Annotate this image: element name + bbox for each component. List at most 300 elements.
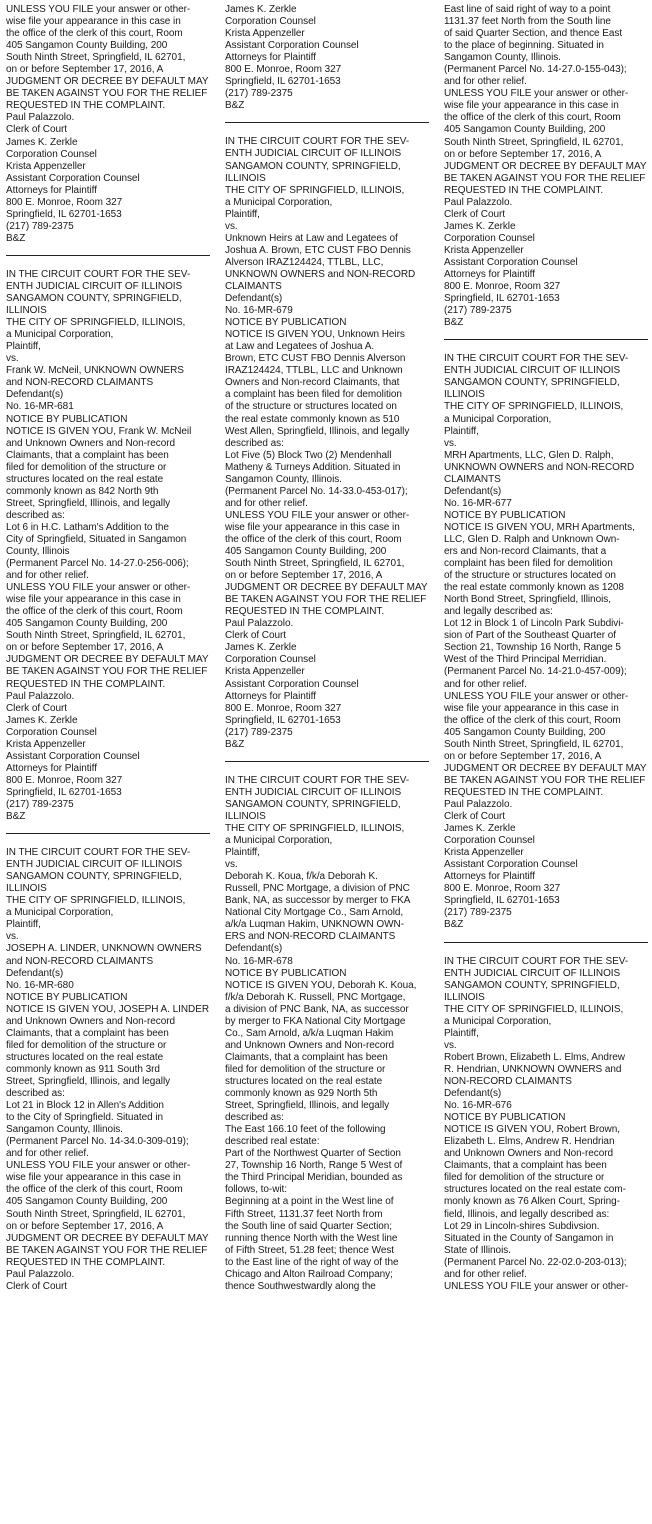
notice-line: Claimants, that a complaint has been [444, 1160, 607, 1172]
notice-line: UNLESS YOU FILE your answer or other- [6, 1160, 191, 1172]
notice-line: North Bond Street, Springfield, Illinois, [444, 594, 611, 606]
notice-line: Plaintiff, [444, 425, 479, 437]
notice-line: Lot 6 in H.C. Latham's Addition to the [6, 521, 169, 533]
notice-line: described as: [6, 1088, 65, 1100]
notice-line: Co., Sam Arnold, a/k/a Luqman Hakim [225, 1027, 394, 1039]
notice-line: (217) 789-2375 [225, 88, 293, 100]
notice-line: vs. [225, 220, 238, 232]
notice-line: the Third Principal Meridian, bounded as [225, 1172, 403, 1184]
notice-line: SANGAMON COUNTY, SPRINGFIELD, [444, 377, 620, 389]
notice-line: UNLESS YOU FILE your answer or other- [6, 4, 191, 15]
notice-line: structures located on the real estate com- [444, 1184, 626, 1196]
notice-line: Situated in the County of Sangamon in [444, 1232, 614, 1244]
notice-line: on or before September 17, 2016, A [444, 750, 602, 762]
notice-line: Paul Palazzolo. [225, 618, 294, 630]
notice-line: commonly known as 842 North 9th [6, 485, 159, 497]
notice-line: Clerk of Court [6, 124, 67, 136]
notice-line: to the City of Springfield. Situated in [6, 1112, 164, 1124]
notice-line: Krista Appenzeller [6, 160, 86, 172]
notice-line: wise file your appearance in this case in [6, 594, 181, 606]
notice-line: South Ninth Street, Springfield, IL 62701, [6, 630, 186, 642]
notice-line: (Permanent Parcel No. 14-27.0-256-006); [6, 558, 189, 570]
notice-line: and for other relief. [444, 76, 527, 88]
notice-line: IRAZ124424, TTLBL, LLC and Unknown [225, 365, 403, 377]
notice-line: REQUESTED IN THE COMPLAINT. [444, 184, 604, 196]
notice-line: IN THE CIRCUIT COURT FOR THE SEV- [444, 353, 629, 365]
notice-line: Defendant(s) [6, 967, 64, 979]
notice-line: the office of the clerk of this court, Room [6, 28, 183, 40]
notice-line: JUDGMENT OR DECREE BY DEFAULT MAY [444, 762, 647, 774]
notice-line: Springfield, IL 62701-1653 [444, 293, 560, 305]
notice-line: Attorneys for Plaintiff [6, 762, 97, 774]
notice-line: JUDGMENT OR DECREE BY DEFAULT MAY [6, 654, 209, 666]
notice-line: No. 16-MR-677 [444, 497, 512, 509]
notice-line: B&Z [6, 811, 26, 823]
notice-line: Krista Appenzeller [444, 847, 524, 859]
notice-line: NOTICE IS GIVEN YOU, Unknown Heirs [225, 329, 405, 341]
notice-line: Springfield, IL 62701-1653 [225, 76, 341, 88]
notice-line: and Unknown Owners and Non-record [444, 1148, 613, 1160]
notice-line: Chicago and Alton Railroad Company; [225, 1268, 393, 1280]
notice-line: ENTH JUDICIAL CIRCUIT OF ILLINOIS [444, 365, 621, 377]
notice-line: to the place of beginning. Situated in [444, 40, 604, 52]
notice-line: the South line of said Quarter Section; [225, 1220, 393, 1232]
notice-line: SANGAMON COUNTY, SPRINGFIELD, [6, 871, 182, 883]
notice-line: Claimants, that a complaint has been [6, 1027, 169, 1039]
notice-line: James K. Zerkle [225, 642, 297, 654]
notice-line: B&Z [444, 317, 464, 329]
notice-line: described as: [6, 509, 65, 521]
notice-line: on or before September 17, 2016, A [6, 1220, 164, 1232]
notice-separator [6, 255, 210, 256]
notice-line: 1131.37 feet North from the South line [444, 16, 611, 28]
notice-line: a/k/a Luqman Hakim, UNKNOWN OWN- [225, 919, 404, 931]
notice-line: County, Illinois [6, 546, 70, 558]
notice-line: NOTICE IS GIVEN YOU, Deborah K. Koua, [225, 979, 417, 991]
notice-line: Attorneys for Plaintiff [225, 52, 316, 64]
notice-line: James K. Zerkle [6, 136, 78, 148]
notice-line: ERS and NON-RECORD CLAIMANTS [225, 931, 396, 943]
notice-line: (217) 789-2375 [6, 799, 74, 810]
notice-line: Assistant Corporation Counsel [444, 256, 578, 268]
notice-line: and for other relief. [225, 497, 308, 509]
notice-line: No. 16-MR-679 [225, 305, 293, 317]
notice-line: Alverson IRAZ124424, TTLBL, LLC, [225, 256, 384, 268]
notice-line: SANGAMON COUNTY, SPRINGFIELD, [225, 160, 401, 172]
notice-line: Robert Brown, Elizabeth L. Elms, Andrew [444, 1051, 625, 1063]
notice-line: Plaintiff, [444, 1027, 479, 1039]
notice-line: Assistant Corporation Counsel [225, 678, 359, 690]
notice-line: vs. [6, 931, 19, 943]
notice-line: Defendant(s) [225, 293, 283, 305]
notice-line: a division of PNC Bank, NA, as successor [225, 1003, 409, 1015]
notice-line: the office of the clerk of this court, Room [444, 112, 621, 124]
notice-line: James K. Zerkle [6, 714, 78, 726]
notice-line: B&Z [225, 100, 245, 112]
notice-line: follows, to-wit: [225, 1184, 287, 1196]
notice-line: a Municipal Corporation, [444, 1015, 552, 1027]
notice-line: described as: [225, 1112, 284, 1124]
notice-line: THE CITY OF SPRINGFIELD, ILLINOIS, [444, 401, 624, 413]
notice-line: East line of said right of way to a point [444, 4, 611, 15]
column-3 [444, 4, 648, 1524]
notice-line: (Permanent Parcel No. 22-02.0-203-013); [444, 1256, 627, 1268]
notice-line: Bank, NA, as successor by merger to FKA [225, 895, 411, 907]
notice-line: NOTICE BY PUBLICATION [6, 991, 128, 1003]
notice-line: filed for demolition of the structure or [6, 461, 167, 473]
notice-line: 800 E. Monroe, Room 327 [444, 883, 561, 895]
legal-notice [225, 136, 429, 750]
notice-line: a complaint has been filed for demolition [225, 389, 402, 401]
notice-line: James K. Zerkle [225, 4, 297, 15]
notice-line: structures located on the real estate [6, 473, 164, 485]
notice-line: vs. [6, 353, 19, 365]
notice-line: (217) 789-2375 [6, 220, 74, 232]
notice-line: Paul Palazzolo. [6, 112, 75, 124]
notice-line: B&Z [225, 738, 245, 750]
notice-line: No. 16-MR-680 [6, 979, 74, 991]
column-1 [6, 4, 210, 1524]
notice-line: NOTICE BY PUBLICATION [225, 967, 347, 979]
notice-line: 800 E. Monroe, Room 327 [225, 702, 342, 714]
notice-line: and Unknown Owners and Non-record [6, 1015, 175, 1027]
notice-line: and Unknown Owners and Non-record [225, 1039, 394, 1051]
notice-line: on or before September 17, 2016, A [225, 570, 383, 582]
notice-line: IN THE CIRCUIT COURT FOR THE SEV- [225, 136, 410, 148]
notice-line: BE TAKEN AGAINST YOU FOR THE RELIEF [225, 594, 427, 606]
notice-line: JUDGMENT OR DECREE BY DEFAULT MAY [6, 1232, 209, 1244]
notice-line: (Permanent Parcel No. 14-21.0-457-009); [444, 666, 627, 678]
notice-line: Corporation Counsel [6, 148, 97, 160]
notice-line: THE CITY OF SPRINGFIELD, ILLINOIS, [225, 823, 405, 834]
notice-line: IN THE CIRCUIT COURT FOR THE SEV- [6, 847, 191, 859]
notice-line: UNLESS YOU FILE your answer or other- [444, 690, 629, 702]
notice-line: commonly known as 911 South 3rd [6, 1063, 160, 1075]
notice-line: wise file your appearance in this case in [444, 702, 619, 714]
notice-line: Defendant(s) [444, 1088, 502, 1100]
notice-line: (Permanent Parcel No. 14-33.0-453-017); [225, 485, 408, 497]
notice-line: Clerk of Court [225, 630, 286, 642]
notice-line: Clerk of Court [444, 811, 505, 823]
notice-line: Plaintiff, [6, 341, 41, 353]
notice-line: ENTH JUDICIAL CIRCUIT OF ILLINOIS [6, 280, 183, 292]
notice-line: Attorneys for Plaintiff [225, 690, 316, 702]
notice-line: James K. Zerkle [444, 823, 516, 835]
notice-line: Paul Palazzolo. [444, 196, 513, 208]
notice-line: monly known as 76 Alken Court, Spring- [444, 1196, 620, 1208]
notice-line: Fifth Street, 1131.37 feet North from [225, 1208, 383, 1220]
notice-line: Sangamon County, Illinois. [444, 52, 561, 64]
notice-line: Attorneys for Plaintiff [444, 269, 535, 281]
notice-line: BE TAKEN AGAINST YOU FOR THE RELIEF [444, 172, 646, 184]
notice-line: Unknown Heirs at Law and Legatees of [225, 232, 398, 244]
notice-line: Springfield, IL 62701-1653 [225, 714, 341, 726]
notice-line: THE CITY OF SPRINGFIELD, ILLINOIS, [6, 317, 186, 329]
notice-line: field, Illinois, and legally described as: [444, 1208, 610, 1220]
notice-line: SANGAMON COUNTY, SPRINGFIELD, [225, 798, 401, 810]
notice-line: 405 Sangamon County Building, 200 [6, 1196, 168, 1208]
notice-line: Plaintiff, [225, 208, 260, 220]
notice-line: NOTICE BY PUBLICATION [6, 413, 128, 425]
notice-line: (217) 789-2375 [444, 305, 512, 317]
legal-notice [6, 269, 210, 823]
notice-line: Elizabeth L. Elms, Andrew R. Hendrian [444, 1136, 615, 1148]
notice-line: Frank W. McNeil, UNKNOWN OWNERS [6, 365, 184, 377]
notice-line: Lot 12 in Block 1 of Lincoln Park Subdivi- [444, 618, 624, 630]
notice-line: REQUESTED IN THE COMPLAINT. [444, 786, 604, 798]
notice-line: No. 16-MR-678 [225, 955, 293, 967]
notice-line: THE CITY OF SPRINGFIELD, ILLINOIS, [444, 1003, 624, 1015]
notice-line: National City Mortgage Co., Sam Arnold, [225, 907, 404, 919]
notice-line: No. 16-MR-676 [444, 1100, 512, 1112]
notice-line: on or before September 17, 2016, A [6, 642, 164, 654]
notice-line: BE TAKEN AGAINST YOU FOR THE RELIEF [6, 88, 208, 100]
notice-line: B&Z [444, 919, 464, 931]
notice-line: vs. [225, 859, 238, 871]
notice-line: REQUESTED IN THE COMPLAINT. [6, 1256, 166, 1268]
notice-line: 405 Sangamon County Building, 200 [6, 618, 168, 630]
notice-line: Sangamon County, Illinois. [6, 1124, 123, 1136]
notice-line: JUDGMENT OR DECREE BY DEFAULT MAY [225, 582, 428, 594]
legal-notice [444, 353, 648, 931]
legal-notice [444, 956, 648, 1293]
notice-separator [444, 339, 648, 340]
notice-line: Street, Springfield, Illinois, and legally [225, 1100, 390, 1112]
notice-line: filed for demolition of the structure or [6, 1039, 167, 1051]
notice-line: of said Quarter Section, and thence East [444, 28, 623, 40]
notice-line: NOTICE IS GIVEN YOU, MRH Apartments, [444, 521, 635, 533]
notice-line: the office of the clerk of this court, Room [225, 533, 402, 545]
notice-line: ENTH JUDICIAL CIRCUIT OF ILLINOIS [444, 967, 621, 979]
notice-line: the real estate commonly known as 510 [225, 413, 400, 425]
notice-line: the office of the clerk of this court, Room [6, 606, 183, 618]
notice-line: filed for demolition of the structure or [444, 1172, 605, 1184]
notice-line: South Ninth Street, Springfield, IL 62701, [225, 558, 405, 570]
notice-line: described real estate: [225, 1136, 320, 1148]
notice-line: 405 Sangamon County Building, 200 [6, 40, 168, 52]
notice-line: of the structure or structures located on [225, 401, 397, 413]
notice-line: at Law and Legatees of Joshua A. [225, 341, 375, 353]
notice-line: the real estate commonly known as 1208 [444, 582, 624, 594]
notice-line: 405 Sangamon County Building, 200 [225, 546, 387, 558]
notice-line: No. 16-MR-681 [6, 401, 74, 413]
notice-line: Krista Appenzeller [444, 244, 524, 256]
notice-line: Paul Palazzolo. [444, 799, 513, 810]
notice-line: Attorneys for Plaintiff [6, 184, 97, 196]
notice-line: Defendant(s) [6, 389, 64, 401]
notice-line: MRH Apartments, LLC, Glen D. Ralph, [444, 449, 614, 461]
notice-line: Lot 21 in Block 12 in Allen's Addition [6, 1100, 164, 1112]
notice-line: ers and Non-record Claimants, that a [444, 546, 607, 558]
notice-line: described as: [225, 437, 284, 449]
notice-line: (217) 789-2375 [225, 726, 293, 738]
notice-line: Assistant Corporation Counsel [6, 750, 140, 762]
notice-line: NOTICE BY PUBLICATION [444, 509, 566, 521]
notice-line: and for other relief. [6, 570, 89, 582]
notice-line: ILLINOIS [225, 172, 266, 184]
notice-line: of the structure or structures located on [444, 570, 616, 582]
notice-line: REQUESTED IN THE COMPLAINT. [6, 100, 166, 112]
notice-line: SANGAMON COUNTY, SPRINGFIELD, [6, 293, 182, 305]
notice-line: Springfield, IL 62701-1653 [444, 895, 560, 907]
notice-line: Street, Springfield, Illinois, and legally [6, 497, 171, 509]
notice-line: Deborah K. Koua, f/k/a Deborah K. [225, 871, 378, 883]
notice-line: 405 Sangamon County Building, 200 [444, 726, 606, 738]
notice-separator [6, 833, 210, 834]
notice-line: and for other relief. [444, 1268, 527, 1280]
notice-line: B&Z [6, 232, 26, 244]
notice-line: Matheny & Turneys Addition. Situated in [225, 461, 401, 473]
notice-line: Defendant(s) [444, 485, 502, 497]
notice-line: UNKNOWN OWNERS and NON-RECORD [225, 268, 416, 280]
notice-line: Corporation Counsel [444, 232, 535, 244]
notice-line: on or before September 17, 2016, A [444, 148, 602, 160]
notice-line: ILLINOIS [6, 305, 47, 317]
notice-line: Assistant Corporation Counsel [444, 859, 578, 871]
notice-line: a Municipal Corporation, [225, 196, 333, 208]
notice-line: and for other relief. [444, 678, 527, 690]
notice-line: City of Springfield, Situated in Sangamon [6, 533, 187, 545]
notice-line: and legally described as: [444, 606, 553, 618]
notice-line: BE TAKEN AGAINST YOU FOR THE RELIEF [6, 666, 208, 678]
notice-line: Corporation Counsel [444, 835, 535, 847]
notice-line: REQUESTED IN THE COMPLAINT. [6, 678, 166, 690]
notice-line: wise file your appearance in this case in [444, 100, 619, 112]
notice-line: ENTH JUDICIAL CIRCUIT OF ILLINOIS [6, 859, 183, 871]
notice-line: Clerk of Court [6, 1280, 67, 1292]
legal-notice [6, 847, 210, 1293]
notice-line: filed for demolition of the structure or [225, 1063, 386, 1075]
notice-line: thence Southwestwardly along the [225, 1280, 376, 1292]
notice-line: Krista Appenzeller [225, 666, 305, 678]
notice-line: Beginning at a point in the West line of [225, 1196, 394, 1208]
notice-line: a Municipal Corporation, [225, 835, 333, 847]
notice-line: Corporation Counsel [225, 654, 316, 666]
notice-line: NOTICE IS GIVEN YOU, Robert Brown, [444, 1124, 620, 1136]
notice-line: UNLESS YOU FILE your answer or other- [225, 509, 410, 521]
notice-line: South Ninth Street, Springfield, IL 62701, [6, 1208, 186, 1220]
notice-line: Clerk of Court [6, 702, 67, 714]
notice-line: and Unknown Owners and Non-record [6, 437, 175, 449]
notice-line: NOTICE BY PUBLICATION [225, 317, 347, 329]
notice-line: Lot 29 in Lincoln-shires Subdivsion. [444, 1220, 600, 1232]
notice-line: a Municipal Corporation, [444, 413, 552, 425]
notice-line: James K. Zerkle [444, 220, 516, 232]
notice-line: IN THE CIRCUIT COURT FOR THE SEV- [225, 774, 410, 786]
notice-line: NON-RECORD CLAIMANTS [444, 1075, 572, 1087]
notice-line: West of the Third Principal Merridian. [444, 654, 607, 666]
notice-line: 800 E. Monroe, Room 327 [444, 281, 561, 293]
notice-line: sion of Part of the Southeast Quarter of [444, 630, 616, 642]
notice-line: ILLINOIS [444, 991, 485, 1003]
notice-line: ENTH JUDICIAL CIRCUIT OF ILLINOIS [225, 148, 402, 160]
notice-line: ENTH JUDICIAL CIRCUIT OF ILLINOIS [225, 786, 402, 798]
notice-line: Lot Five (5) Block Two (2) Mendenhall [225, 449, 392, 461]
notice-line: Paul Palazzolo. [6, 1268, 75, 1280]
notice-line: 27, Township 16 North, Range 5 West of [225, 1160, 403, 1172]
notice-line: Corporation Counsel [6, 726, 97, 738]
notice-line: structures located on the real estate [6, 1051, 164, 1063]
notice-line: JUDGMENT OR DECREE BY DEFAULT MAY [6, 76, 209, 88]
notice-line: THE CITY OF SPRINGFIELD, ILLINOIS, [6, 895, 186, 907]
notice-line: NOTICE IS GIVEN YOU, Frank W. McNeil [6, 425, 192, 437]
notice-line: South Ninth Street, Springfield, IL 62701, [6, 52, 186, 64]
notice-line: UNLESS YOU FILE your answer or other- [444, 1280, 629, 1292]
notice-line: Joshua A. Brown, ETC CUST FBO Dennis [225, 244, 411, 256]
notice-line: vs. [444, 1039, 457, 1051]
notice-line: NOTICE IS GIVEN YOU, JOSEPH A. LINDER [6, 1003, 210, 1015]
notice-line: LLC, Glen D. Ralph and Unknown Own- [444, 533, 620, 545]
notice-line: Street, Springfield, Illinois, and legally [6, 1075, 171, 1087]
notice-line: Springfield, IL 62701-1653 [6, 786, 122, 798]
notice-line: ILLINOIS [6, 883, 47, 895]
notice-line: Section 21, Township 16 North, Range 5 [444, 642, 621, 654]
notice-line: (Permanent Parcel No. 14-27.0-155-043); [444, 64, 627, 76]
notice-line: wise file your appearance in this case in [225, 521, 400, 533]
notice-line: Plaintiff, [225, 847, 260, 859]
notice-line: wise file your appearance in this case in [6, 1172, 181, 1184]
notice-line: Claimants, that a complaint has been [6, 449, 169, 461]
notice-line: Attorneys for Plaintiff [444, 871, 535, 883]
notice-line: NOTICE BY PUBLICATION [444, 1112, 566, 1124]
notice-line: UNKNOWN OWNERS and NON-RECORD [444, 461, 635, 473]
legal-notice [444, 4, 648, 329]
notice-line: Brown, ETC CUST FBO Dennis Alverson [225, 353, 406, 365]
notice-line: IN THE CIRCUIT COURT FOR THE SEV- [444, 955, 629, 967]
notice-line: and NON-RECORD CLAIMANTS [6, 955, 154, 967]
notice-line: Krista Appenzeller [6, 738, 86, 750]
notice-line: 405 Sangamon County Building, 200 [444, 124, 606, 136]
notice-line: Paul Palazzolo. [6, 690, 75, 702]
notice-line: of Fifth Street, 51.28 feet; thence West [225, 1244, 395, 1256]
notice-line: 800 E. Monroe, Room 327 [225, 64, 342, 76]
notice-line: wise file your appearance in this case in [6, 16, 181, 28]
notice-line: and NON-RECORD CLAIMANTS [6, 377, 154, 389]
notice-line: Plaintiff, [6, 919, 41, 931]
notice-line: 800 E. Monroe, Room 327 [6, 774, 123, 786]
notice-line: West Allen, Springfield, Illinois, and legally [225, 425, 410, 437]
notice-line: Springfield, IL 62701-1653 [6, 208, 122, 220]
notice-line: BE TAKEN AGAINST YOU FOR THE RELIEF [444, 774, 646, 786]
notice-line: JOSEPH A. LINDER, UNKNOWN OWNERS [6, 943, 202, 955]
notice-line: ILLINOIS [225, 810, 266, 822]
notice-line: IN THE CIRCUIT COURT FOR THE SEV- [6, 268, 191, 280]
notice-line: South Ninth Street, Springfield, IL 62701, [444, 136, 624, 148]
legal-notice [225, 4, 429, 112]
notice-line: SANGAMON COUNTY, SPRINGFIELD, [444, 979, 620, 991]
notice-line: JUDGMENT OR DECREE BY DEFAULT MAY [444, 160, 647, 172]
legal-notice [6, 4, 210, 245]
notice-line: (217) 789-2375 [444, 907, 512, 919]
notice-separator [444, 942, 648, 943]
notice-line: Defendant(s) [225, 943, 283, 955]
notice-line: CLAIMANTS [225, 280, 282, 292]
notice-line: ILLINOIS [444, 389, 485, 401]
notice-line: BE TAKEN AGAINST YOU FOR THE RELIEF [6, 1244, 208, 1256]
notice-line: THE CITY OF SPRINGFIELD, ILLINOIS, [225, 184, 405, 196]
notice-line: UNLESS YOU FILE your answer or other- [444, 88, 629, 100]
notice-line: REQUESTED IN THE COMPLAINT. [225, 606, 385, 618]
notice-line: a Municipal Corporation, [6, 329, 114, 341]
notice-line: running thence North with the West line [225, 1232, 398, 1244]
notice-line: UNLESS YOU FILE your answer or other- [6, 582, 191, 594]
notice-line: Sangamon County, Illinois. [225, 473, 342, 485]
notice-line: South Ninth Street, Springfield, IL 62701, [444, 738, 624, 750]
notice-line: to the East line of the right of way of the [225, 1256, 399, 1268]
notice-separator [225, 761, 429, 762]
notice-line: Assistant Corporation Counsel [225, 40, 359, 52]
notice-line: a Municipal Corporation, [6, 907, 114, 919]
